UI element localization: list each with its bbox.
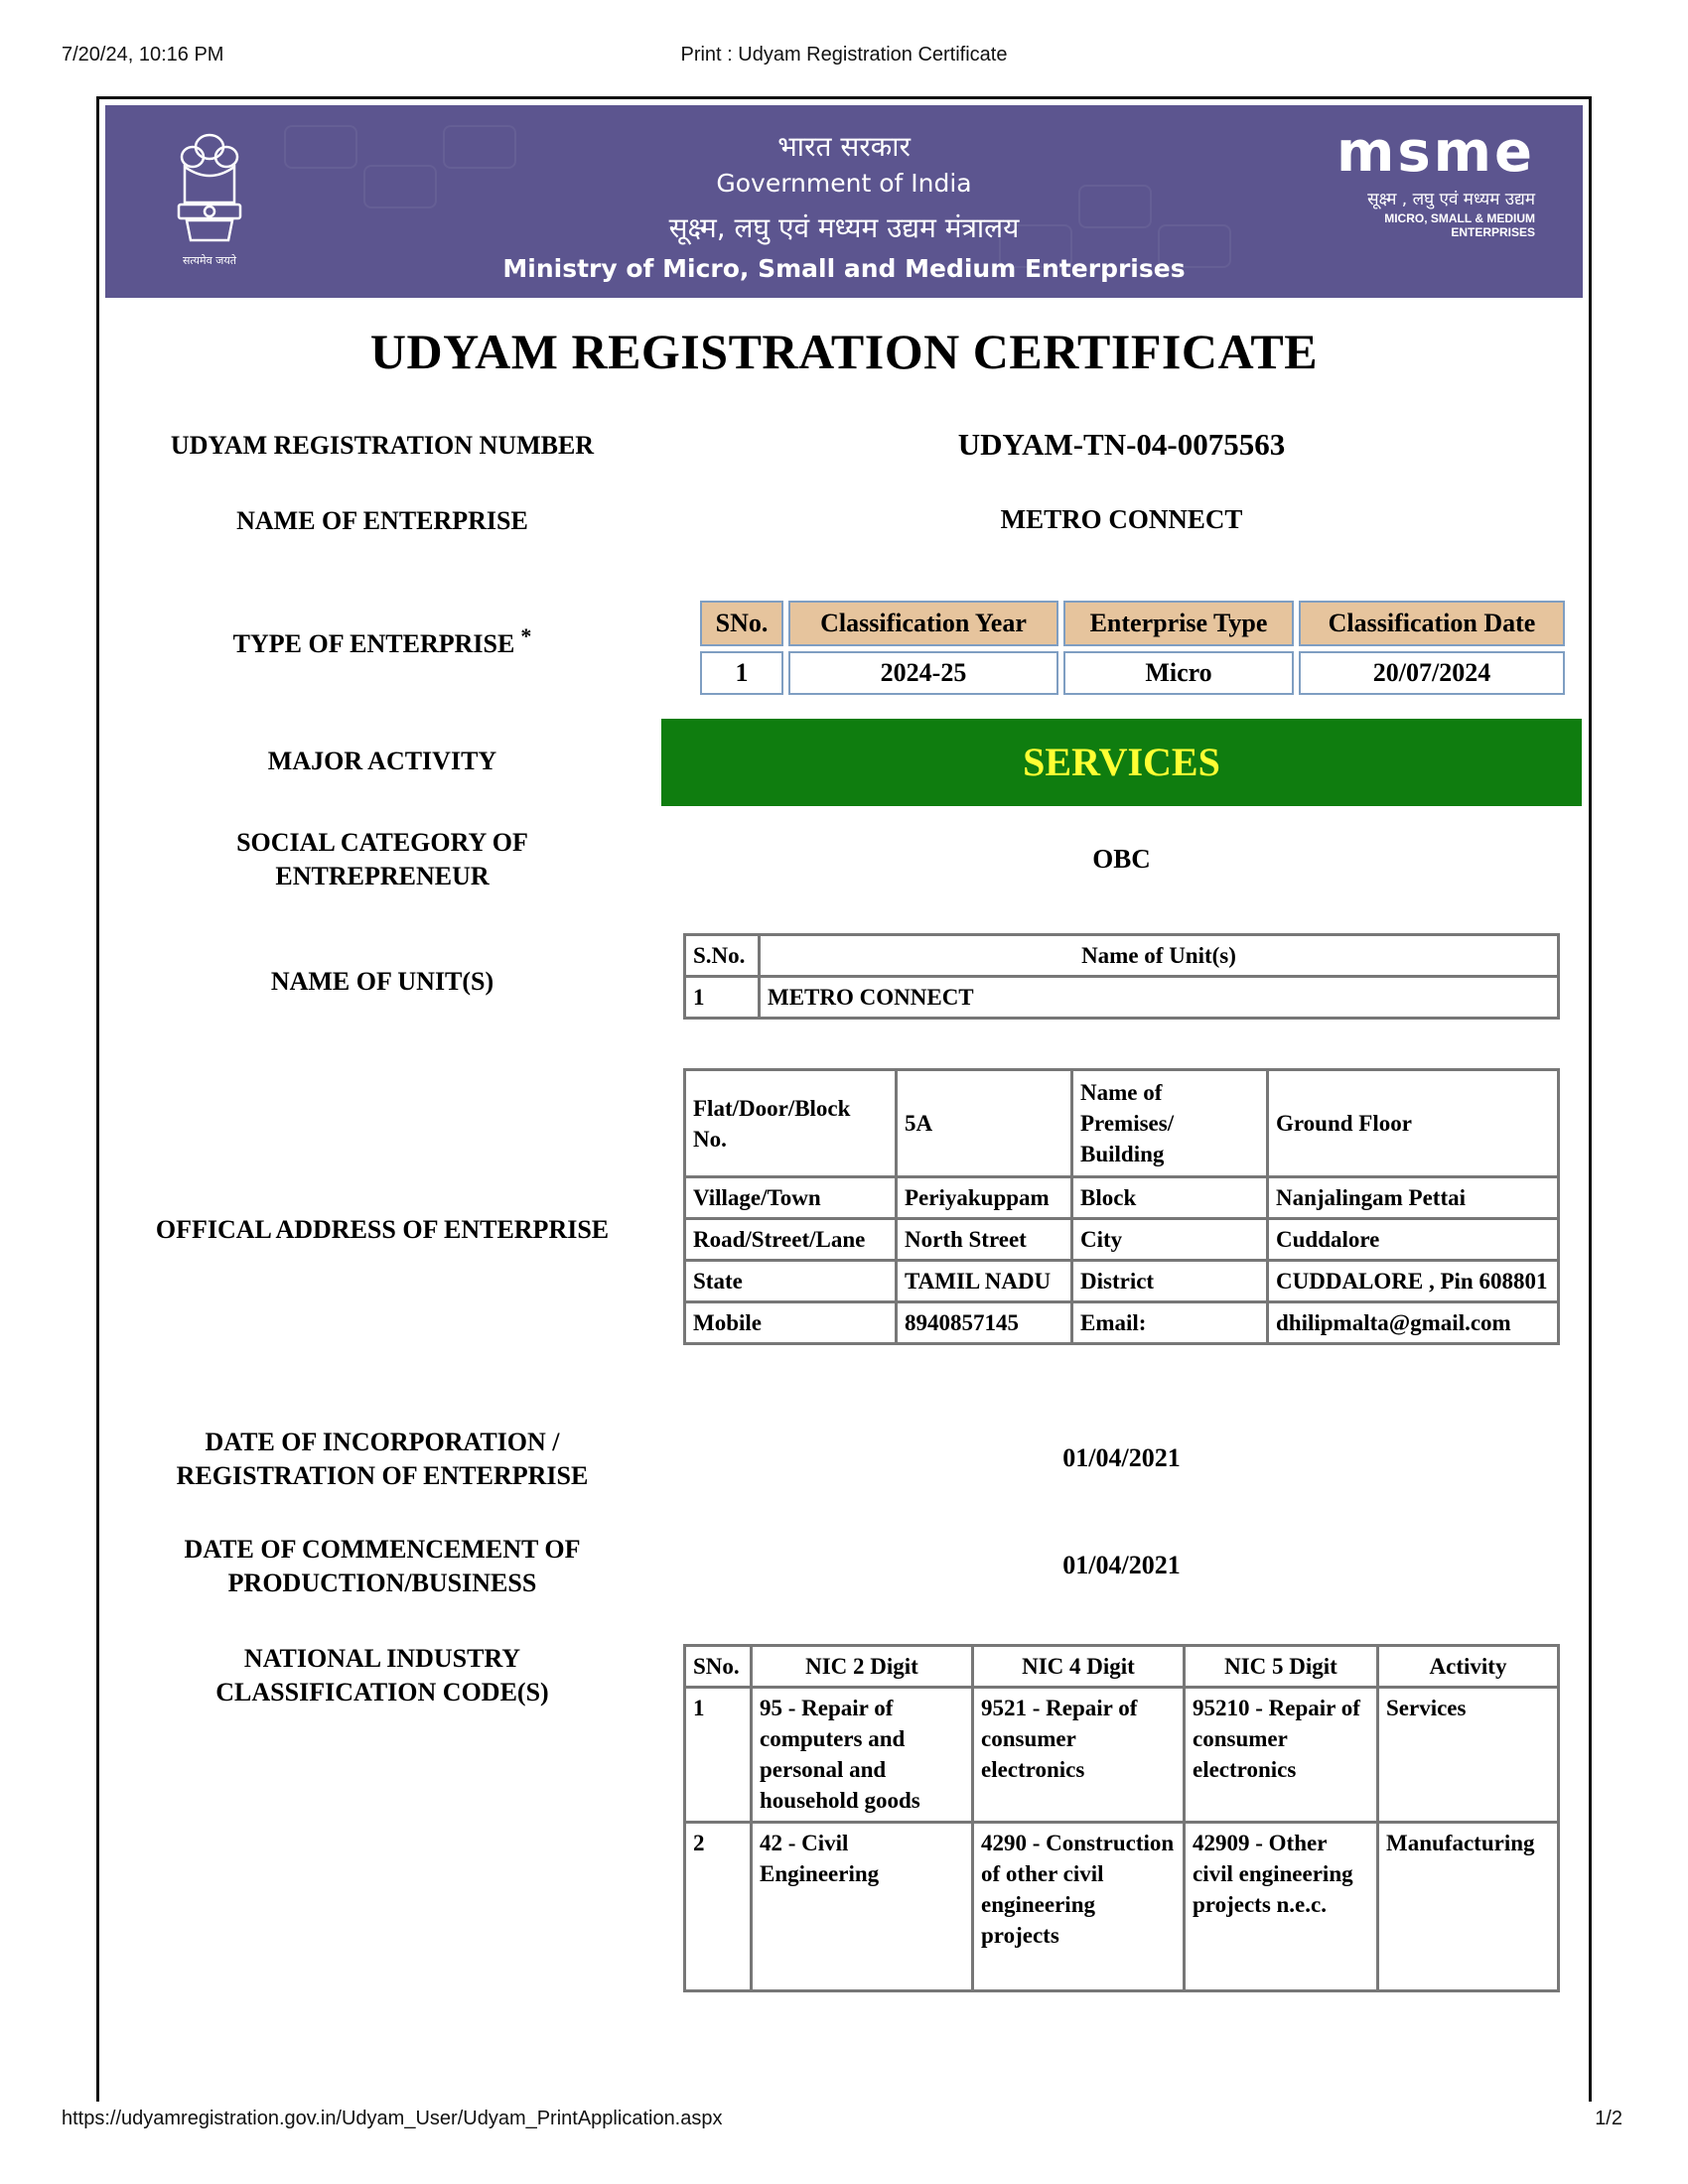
banner-hindi-ministry: सूक्ष्म, लघु एवं मध्यम उद्यम मंत्रालय: [668, 211, 1020, 244]
banner-hindi-government: भारत सरकार: [777, 130, 911, 163]
table-header: Name of Unit(s): [760, 935, 1559, 977]
table-header: Classification Year: [788, 601, 1058, 646]
reg-number-value: UDYAM-TN-04-0075563: [957, 427, 1286, 462]
table-header: NIC 5 Digit: [1185, 1646, 1378, 1688]
table-header: NIC 4 Digit: [973, 1646, 1185, 1688]
flat-label: Flat/Door/Block No.: [685, 1070, 897, 1177]
enterprise-name-value: METRO CONNECT: [1000, 504, 1243, 534]
major-activity-value: SERVICES: [661, 719, 1582, 806]
road-label: Road/Street/Lane: [685, 1219, 897, 1261]
table-header-row: [685, 935, 1559, 977]
table-cell: 2024-25: [788, 651, 1058, 695]
village-value: Periyakuppam: [897, 1177, 1072, 1219]
social-category-label: SOCIAL CATEGORY OF ENTREPRENEUR: [236, 828, 528, 890]
premises-value: Ground Floor: [1268, 1070, 1559, 1177]
commencement-label: DATE OF COMMENCEMENT OF PRODUCTION/BUSINESS: [184, 1535, 581, 1597]
city-value: Cuddalore: [1268, 1219, 1559, 1261]
units-label: NAME OF UNIT(S): [270, 967, 494, 996]
nic-table: [683, 1644, 1560, 1992]
table-cell: 1: [685, 977, 760, 1019]
incorporation-date: 01/04/2021: [1062, 1443, 1181, 1472]
table-cell: 4290 - Construction of other civil engineering projects: [973, 1823, 1185, 1991]
state-value: TAMIL NADU: [897, 1261, 1072, 1302]
table-row: [685, 1177, 1559, 1219]
nic-label: NATIONAL INDUSTRY CLASSIFICATION CODE(S): [215, 1644, 549, 1706]
social-category-value: OBC: [1092, 844, 1151, 874]
table-row: [685, 1688, 1559, 1823]
table-cell: 2: [685, 1823, 752, 1991]
email-value: dhilipmalta@gmail.com: [1268, 1302, 1559, 1344]
village-label: Village/Town: [685, 1177, 897, 1219]
print-page-number: 1/2: [1595, 2108, 1622, 2129]
block-value: Nanjalingam Pettai: [1268, 1177, 1559, 1219]
table-cell: 95 - Repair of computers and personal and household goods: [752, 1688, 973, 1823]
table-cell: 1: [685, 1688, 752, 1823]
table-row: [685, 1823, 1559, 1991]
table-cell: 1: [700, 651, 783, 695]
table-header: S.No.: [685, 935, 760, 977]
email-label: Email:: [1072, 1302, 1268, 1344]
mobile-label: Mobile: [685, 1302, 897, 1344]
table-header-row: [700, 601, 1565, 646]
district-value: CUDDALORE , Pin 608801: [1268, 1261, 1559, 1302]
table-header: SNo.: [700, 601, 783, 646]
government-banner: [105, 105, 1583, 298]
table-header: Activity: [1378, 1646, 1559, 1688]
enterprise-name-label: NAME OF ENTERPRISE: [236, 506, 528, 535]
mobile-value: 8940857145: [897, 1302, 1072, 1344]
road-value: North Street: [897, 1219, 1072, 1261]
major-activity-label: MAJOR ACTIVITY: [267, 747, 497, 775]
state-label: State: [685, 1261, 897, 1302]
print-url: https://udyamregistration.gov.in/Udyam_User/Udyam_PrintApplication.aspx: [62, 2108, 723, 2129]
city-label: City: [1072, 1219, 1268, 1261]
table-row: [685, 1219, 1559, 1261]
table-cell: 42 - Civil Engineering: [752, 1823, 973, 1991]
table-cell: Manufacturing: [1378, 1823, 1559, 1991]
table-header: NIC 2 Digit: [752, 1646, 973, 1688]
banner-government-of-india: Government of India: [716, 169, 972, 198]
table-header: Enterprise Type: [1063, 601, 1294, 646]
address-table: [683, 1068, 1560, 1345]
district-label: District: [1072, 1261, 1268, 1302]
table-cell: METRO CONNECT: [760, 977, 1559, 1019]
table-cell: 20/07/2024: [1299, 651, 1565, 695]
address-label: OFFICAL ADDRESS OF ENTERPRISE: [155, 1215, 610, 1244]
table-cell: Services: [1378, 1688, 1559, 1823]
premises-label: Name of Premises/ Building: [1072, 1070, 1268, 1177]
block-label: Block: [1072, 1177, 1268, 1219]
msme-logo-word: msme: [1336, 120, 1535, 185]
table-row: [685, 1070, 1559, 1177]
incorporation-label: DATE OF INCORPORATION / REGISTRATION OF ENTERPRISE: [176, 1428, 589, 1490]
table-header: Classification Date: [1299, 601, 1565, 646]
table-row: [685, 1302, 1559, 1344]
table-cell: 42909 - Other civil engineering projects n.e.c.: [1185, 1823, 1378, 1991]
table-cell: Micro: [1063, 651, 1294, 695]
table-row: [685, 1261, 1559, 1302]
certificate-title: UDYAM REGISTRATION CERTIFICATE: [369, 324, 1319, 379]
msme-logo-subtitle: MICRO, SMALL & MEDIUM ENTERPRISES: [1384, 211, 1535, 239]
table-header-row: [685, 1646, 1559, 1688]
required-star: *: [520, 623, 532, 648]
emblem-caption: सत्यमेव जयते: [182, 254, 237, 267]
table-header: SNo.: [685, 1646, 752, 1688]
banner-ministry-name: Ministry of Micro, Small and Medium Enterprises: [502, 254, 1186, 283]
reg-number-label: UDYAM REGISTRATION NUMBER: [170, 431, 595, 460]
print-title: Print : Udyam Registration Certificate: [680, 44, 1008, 66]
units-table: [683, 933, 1560, 1020]
enterprise-type-table: [695, 596, 1570, 700]
msme-logo: [1307, 120, 1535, 239]
msme-logo-hindi: सूक्ष्म , लघु एवं मध्यम उद्यम: [1367, 190, 1535, 209]
commencement-date: 01/04/2021: [1062, 1551, 1181, 1579]
table-row: [700, 651, 1565, 695]
table-row: [685, 977, 1559, 1019]
table-cell: 95210 - Repair of consumer electronics: [1185, 1688, 1378, 1823]
flat-value: 5A: [897, 1070, 1072, 1177]
print-datetime: 7/20/24, 10:16 PM: [62, 44, 224, 66]
table-cell: 9521 - Repair of consumer electronics: [973, 1688, 1185, 1823]
type-of-enterprise-label: TYPE OF ENTERPRISE *: [232, 623, 532, 658]
